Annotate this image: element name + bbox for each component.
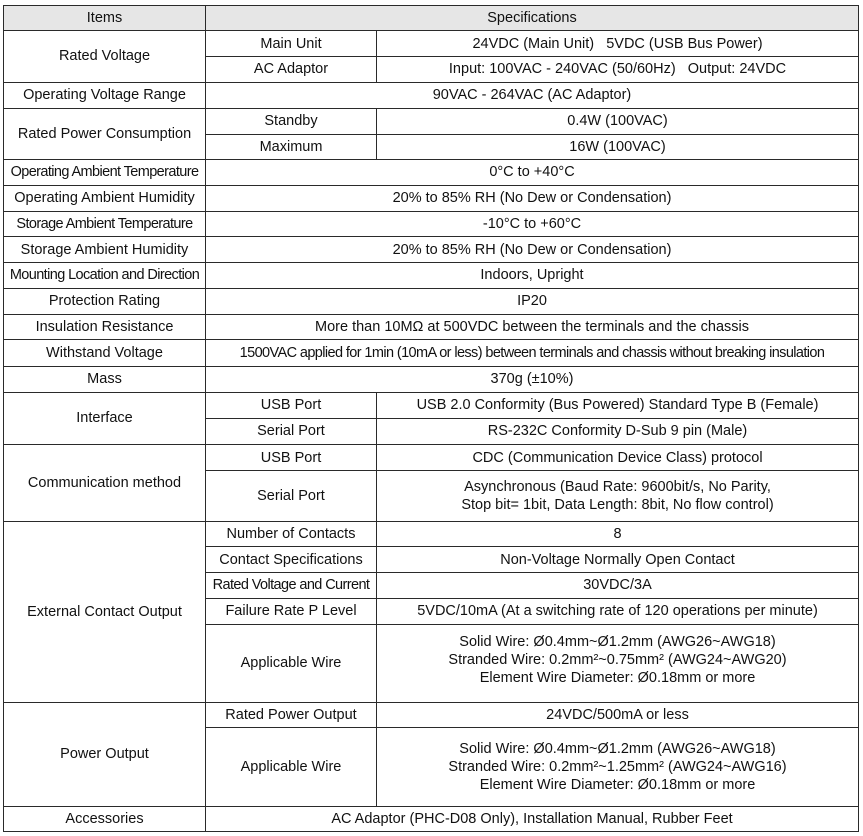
- value-accessories: AC Adaptor (PHC-D08 Only), Installation Manual, Rubber Feet: [206, 806, 859, 831]
- table-row: [4, 211, 859, 236]
- row-label-external-contact-output: External Contact Output: [4, 521, 206, 702]
- table-row: [4, 314, 859, 339]
- table-row: [4, 31, 859, 57]
- table-row: [4, 340, 859, 367]
- value-communication-serial-port: [377, 471, 859, 522]
- table-row: [4, 806, 859, 831]
- sub-label-serial-port: Serial Port: [206, 418, 377, 444]
- row-label-accessories: Accessories: [4, 806, 206, 831]
- table-row: [4, 367, 859, 392]
- value-interface-serial-port: RS-232C Conformity D-Sub 9 pin (Male): [377, 418, 859, 444]
- value-ac-adaptor: Input: 100VAC - 240VAC (50/60Hz) Output: 24VDC: [377, 57, 859, 82]
- row-label-rated-power-consumption: Rated Power Consumption: [4, 108, 206, 160]
- value-mass: 370g (±10%): [206, 367, 859, 392]
- table-row: [4, 392, 859, 418]
- row-label-storage-ambient-temperature: Storage Ambient Temperature: [4, 211, 206, 236]
- row-label-protection-rating: Protection Rating: [4, 288, 206, 314]
- table-row: [4, 185, 859, 211]
- sub-label-contact-specifications: Contact Specifications: [206, 547, 377, 573]
- sub-label-main-unit: Main Unit: [206, 31, 377, 57]
- sub-label-number-of-contacts: Number of Contacts: [206, 521, 377, 546]
- value-contact-specifications: Non-Voltage Normally Open Contact: [377, 547, 859, 573]
- value-number-of-contacts: 8: [377, 521, 859, 546]
- sub-label-applicable-wire: Applicable Wire: [206, 624, 377, 702]
- value-failure-rate: 5VDC/10mA (At a switching rate of 120 operations per minute): [377, 598, 859, 624]
- value-interface-usb-port: USB 2.0 Conformity (Bus Powered) Standard Type B (Female): [377, 392, 859, 418]
- text-line: Solid Wire: Ø0.4mm~Ø1.2mm (AWG26~AWG18): [459, 633, 776, 650]
- value-applicable-wire-power: [377, 727, 859, 806]
- table-row: [4, 237, 859, 263]
- row-label-power-output: Power Output: [4, 702, 206, 806]
- sub-label-rated-voltage-current: Rated Voltage and Current: [206, 573, 377, 598]
- column-header-specifications: Specifications: [206, 6, 859, 31]
- row-label-insulation-resistance: Insulation Resistance: [4, 314, 206, 339]
- table-row: [4, 445, 859, 471]
- table-row: [4, 160, 859, 185]
- sub-label-ac-adaptor: AC Adaptor: [206, 57, 377, 82]
- column-header-items: Items: [4, 6, 206, 31]
- value-operating-ambient-temperature: 0°C to +40°C: [206, 160, 859, 185]
- text-line: Element Wire Diameter: Ø0.18mm or more: [479, 669, 756, 686]
- row-label-storage-ambient-humidity: Storage Ambient Humidity: [4, 237, 206, 263]
- sub-label-maximum: Maximum: [206, 135, 377, 160]
- value-storage-ambient-humidity: 20% to 85% RH (No Dew or Condensation): [206, 237, 859, 263]
- value-main-unit: 24VDC (Main Unit) 5VDC (USB Bus Power): [377, 31, 859, 57]
- text-line: Stranded Wire: 0.2mm²~1.25mm² (AWG24~AWG16): [448, 758, 787, 775]
- sub-label-usb-port: USB Port: [206, 445, 377, 471]
- sub-label-failure-rate: Failure Rate P Level: [206, 598, 377, 624]
- sub-label-serial-port: Serial Port: [206, 471, 377, 522]
- table-header-row: [4, 6, 859, 31]
- table-row: [4, 521, 859, 546]
- value-rated-power-output: 24VDC/500mA or less: [377, 702, 859, 727]
- value-insulation-resistance: More than 10MΩ at 500VDC between the terminals and the chassis: [206, 314, 859, 339]
- table-row: [4, 702, 859, 727]
- table-row: [4, 82, 859, 108]
- row-label-operating-ambient-humidity: Operating Ambient Humidity: [4, 185, 206, 211]
- text-line: Asynchronous (Baud Rate: 9600bit/s, No Parity,: [464, 479, 771, 496]
- value-operating-ambient-humidity: 20% to 85% RH (No Dew or Condensation): [206, 185, 859, 211]
- table-row: [4, 108, 859, 134]
- value-protection-rating: IP20: [206, 288, 859, 314]
- row-label-operating-voltage-range: Operating Voltage Range: [4, 82, 206, 108]
- sub-label-usb-port: USB Port: [206, 392, 377, 418]
- text-line: Solid Wire: Ø0.4mm~Ø1.2mm (AWG26~AWG18): [459, 740, 776, 757]
- table-row: [4, 288, 859, 314]
- value-mounting-location: Indoors, Upright: [206, 263, 859, 288]
- sub-label-applicable-wire: Applicable Wire: [206, 727, 377, 806]
- table-row: [4, 263, 859, 288]
- text-line: Stop bit= 1bit, Data Length: 8bit, No flow control): [461, 497, 774, 514]
- value-communication-usb-port: CDC (Communication Device Class) protocol: [377, 445, 859, 471]
- sub-label-standby: Standby: [206, 108, 377, 134]
- value-operating-voltage-range: 90VAC - 264VAC (AC Adaptor): [206, 82, 859, 108]
- value-standby: 0.4W (100VAC): [377, 108, 859, 134]
- row-label-mass: Mass: [4, 367, 206, 392]
- row-label-interface: Interface: [4, 392, 206, 445]
- value-withstand-voltage: 1500VAC applied for 1min (10mA or less) between terminals and chassis without breaking insulation: [206, 340, 859, 367]
- sub-label-rated-power-output: Rated Power Output: [206, 702, 377, 727]
- value-maximum: 16W (100VAC): [377, 135, 859, 160]
- value-storage-ambient-temperature: -10°C to +60°C: [206, 211, 859, 236]
- specifications-table: [3, 5, 859, 832]
- row-label-operating-ambient-temperature: Operating Ambient Temperature: [4, 160, 206, 185]
- row-label-mounting-location: Mounting Location and Direction: [4, 263, 206, 288]
- value-rated-voltage-current: 30VDC/3A: [377, 573, 859, 598]
- row-label-withstand-voltage: Withstand Voltage: [4, 340, 206, 367]
- row-label-communication-method: Communication method: [4, 445, 206, 522]
- text-line: Stranded Wire: 0.2mm²~0.75mm² (AWG24~AWG20): [448, 651, 787, 668]
- row-label-rated-voltage: Rated Voltage: [4, 31, 206, 83]
- value-applicable-wire-contact: [377, 624, 859, 702]
- text-line: Element Wire Diameter: Ø0.18mm or more: [479, 776, 756, 793]
